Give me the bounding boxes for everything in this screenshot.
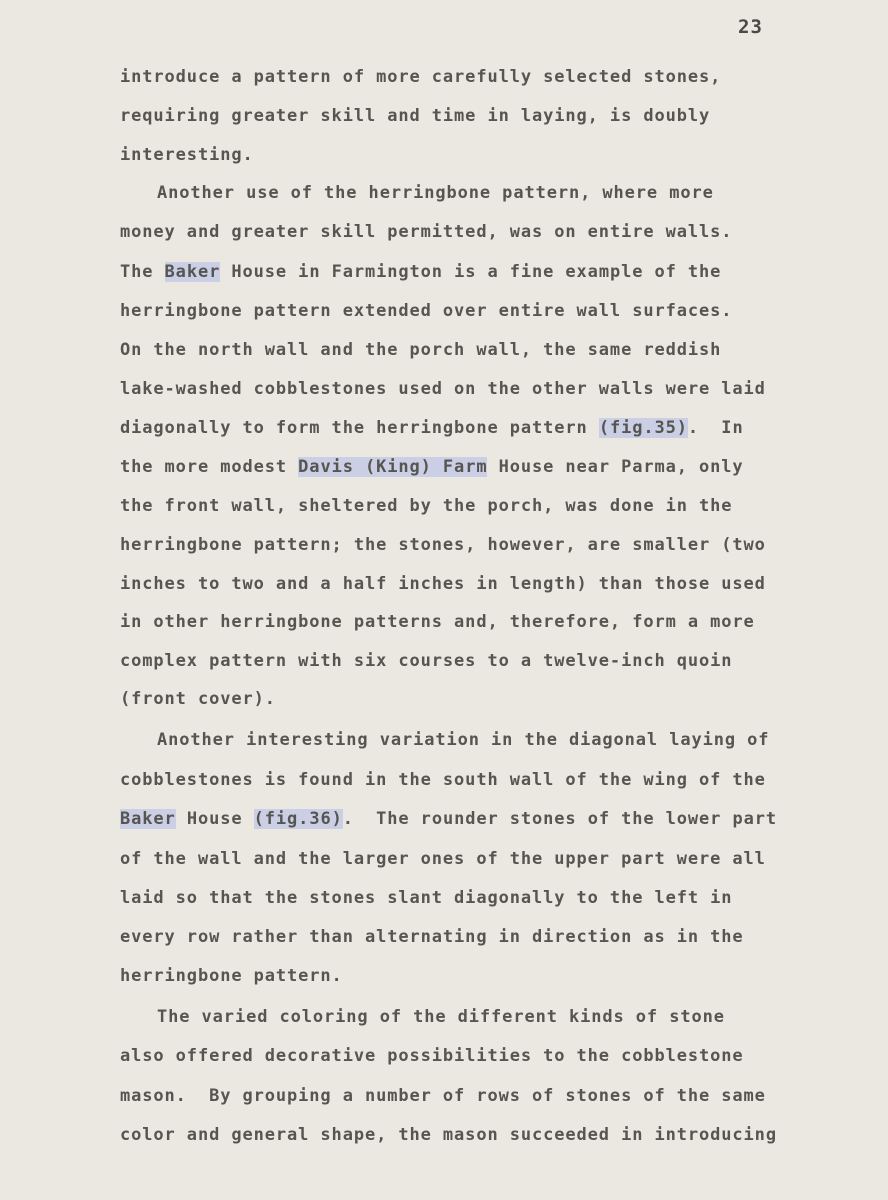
text-line bbox=[120, 809, 777, 829]
text-segment: The bbox=[120, 262, 165, 282]
text-line bbox=[120, 379, 766, 399]
text-line bbox=[120, 535, 766, 555]
text-segment: lake-washed cobblestones used on the other walls were laid bbox=[120, 379, 766, 399]
text-segment: laid so that the stones slant diagonally to the left in bbox=[120, 888, 733, 908]
highlighted-text: Davis (King) Farm bbox=[298, 457, 488, 477]
text-line bbox=[157, 183, 714, 203]
text-line bbox=[120, 340, 721, 360]
text-line bbox=[120, 927, 744, 947]
text-segment: House near Parma, only bbox=[487, 457, 744, 477]
text-segment: of the wall and the larger ones of the upper part were all bbox=[120, 849, 766, 869]
text-line bbox=[120, 651, 732, 671]
text-line bbox=[120, 849, 766, 869]
text-segment: Another use of the herringbone pattern, where more bbox=[157, 183, 714, 203]
text-segment: interesting. bbox=[120, 145, 254, 165]
text-segment: in other herringbone patterns and, therefore, form a more bbox=[120, 612, 755, 632]
text-segment: House bbox=[175, 809, 254, 829]
text-segment: . In bbox=[687, 418, 744, 438]
text-line bbox=[157, 730, 769, 750]
text-line bbox=[157, 1007, 725, 1027]
text-segment: Another interesting variation in the diagonal laying of bbox=[157, 730, 770, 750]
text-line bbox=[120, 770, 766, 790]
text-segment: herringbone pattern; the stones, however, are smaller (two bbox=[120, 535, 766, 555]
text-line bbox=[120, 106, 710, 126]
text-segment: herringbone pattern. bbox=[120, 966, 343, 986]
highlighted-text: Baker bbox=[164, 262, 221, 282]
text-line bbox=[120, 222, 732, 242]
text-line bbox=[120, 496, 732, 516]
text-line bbox=[120, 612, 755, 632]
text-segment: also offered decorative possibilities to the cobblestone bbox=[120, 1046, 744, 1066]
text-segment: . The rounder stones of the lower part bbox=[342, 809, 777, 829]
highlighted-text: (fig.35) bbox=[598, 418, 688, 438]
text-segment: the front wall, sheltered by the porch, was done in the bbox=[120, 496, 733, 516]
text-line bbox=[120, 418, 744, 438]
text-line bbox=[120, 301, 732, 321]
text-line bbox=[120, 966, 343, 986]
text-segment: The varied coloring of the different kinds of stone bbox=[157, 1007, 725, 1027]
text-line bbox=[120, 689, 276, 709]
text-line bbox=[120, 1086, 766, 1106]
text-segment: diagonally to form the herringbone pattern bbox=[120, 418, 599, 438]
text-line bbox=[120, 1046, 744, 1066]
text-line bbox=[120, 145, 254, 165]
text-segment: House in Farmington is a fine example of the bbox=[220, 262, 722, 282]
text-segment: herringbone pattern extended over entire wall surfaces. bbox=[120, 301, 733, 321]
text-segment: introduce a pattern of more carefully selected stones, bbox=[120, 67, 722, 87]
text-line bbox=[120, 67, 721, 87]
text-line bbox=[120, 574, 766, 594]
text-segment: inches to two and a half inches in length) than those used bbox=[120, 574, 766, 594]
text-segment: requiring greater skill and time in laying, is doubly bbox=[120, 106, 711, 126]
text-line bbox=[120, 457, 744, 477]
page-number: 23 bbox=[738, 16, 763, 38]
text-segment: complex pattern with six courses to a twelve-inch quoin bbox=[120, 651, 733, 671]
text-segment: color and general shape, the mason succeeded in introducing bbox=[120, 1125, 777, 1145]
text-segment: mason. By grouping a number of rows of stones of the same bbox=[120, 1086, 766, 1106]
text-segment: On the north wall and the porch wall, the same reddish bbox=[120, 340, 722, 360]
text-line bbox=[120, 262, 721, 282]
text-segment: money and greater skill permitted, was on entire walls. bbox=[120, 222, 733, 242]
text-segment: every row rather than alternating in direction as in the bbox=[120, 927, 744, 947]
text-segment: (front cover). bbox=[120, 689, 276, 709]
text-segment: the more modest bbox=[120, 457, 299, 477]
highlighted-text: (fig.36) bbox=[253, 809, 343, 829]
text-line bbox=[120, 888, 732, 908]
highlighted-text: Baker bbox=[120, 809, 176, 829]
text-segment: cobblestones is found in the south wall of the wing of the bbox=[120, 770, 766, 790]
text-line bbox=[120, 1125, 777, 1145]
